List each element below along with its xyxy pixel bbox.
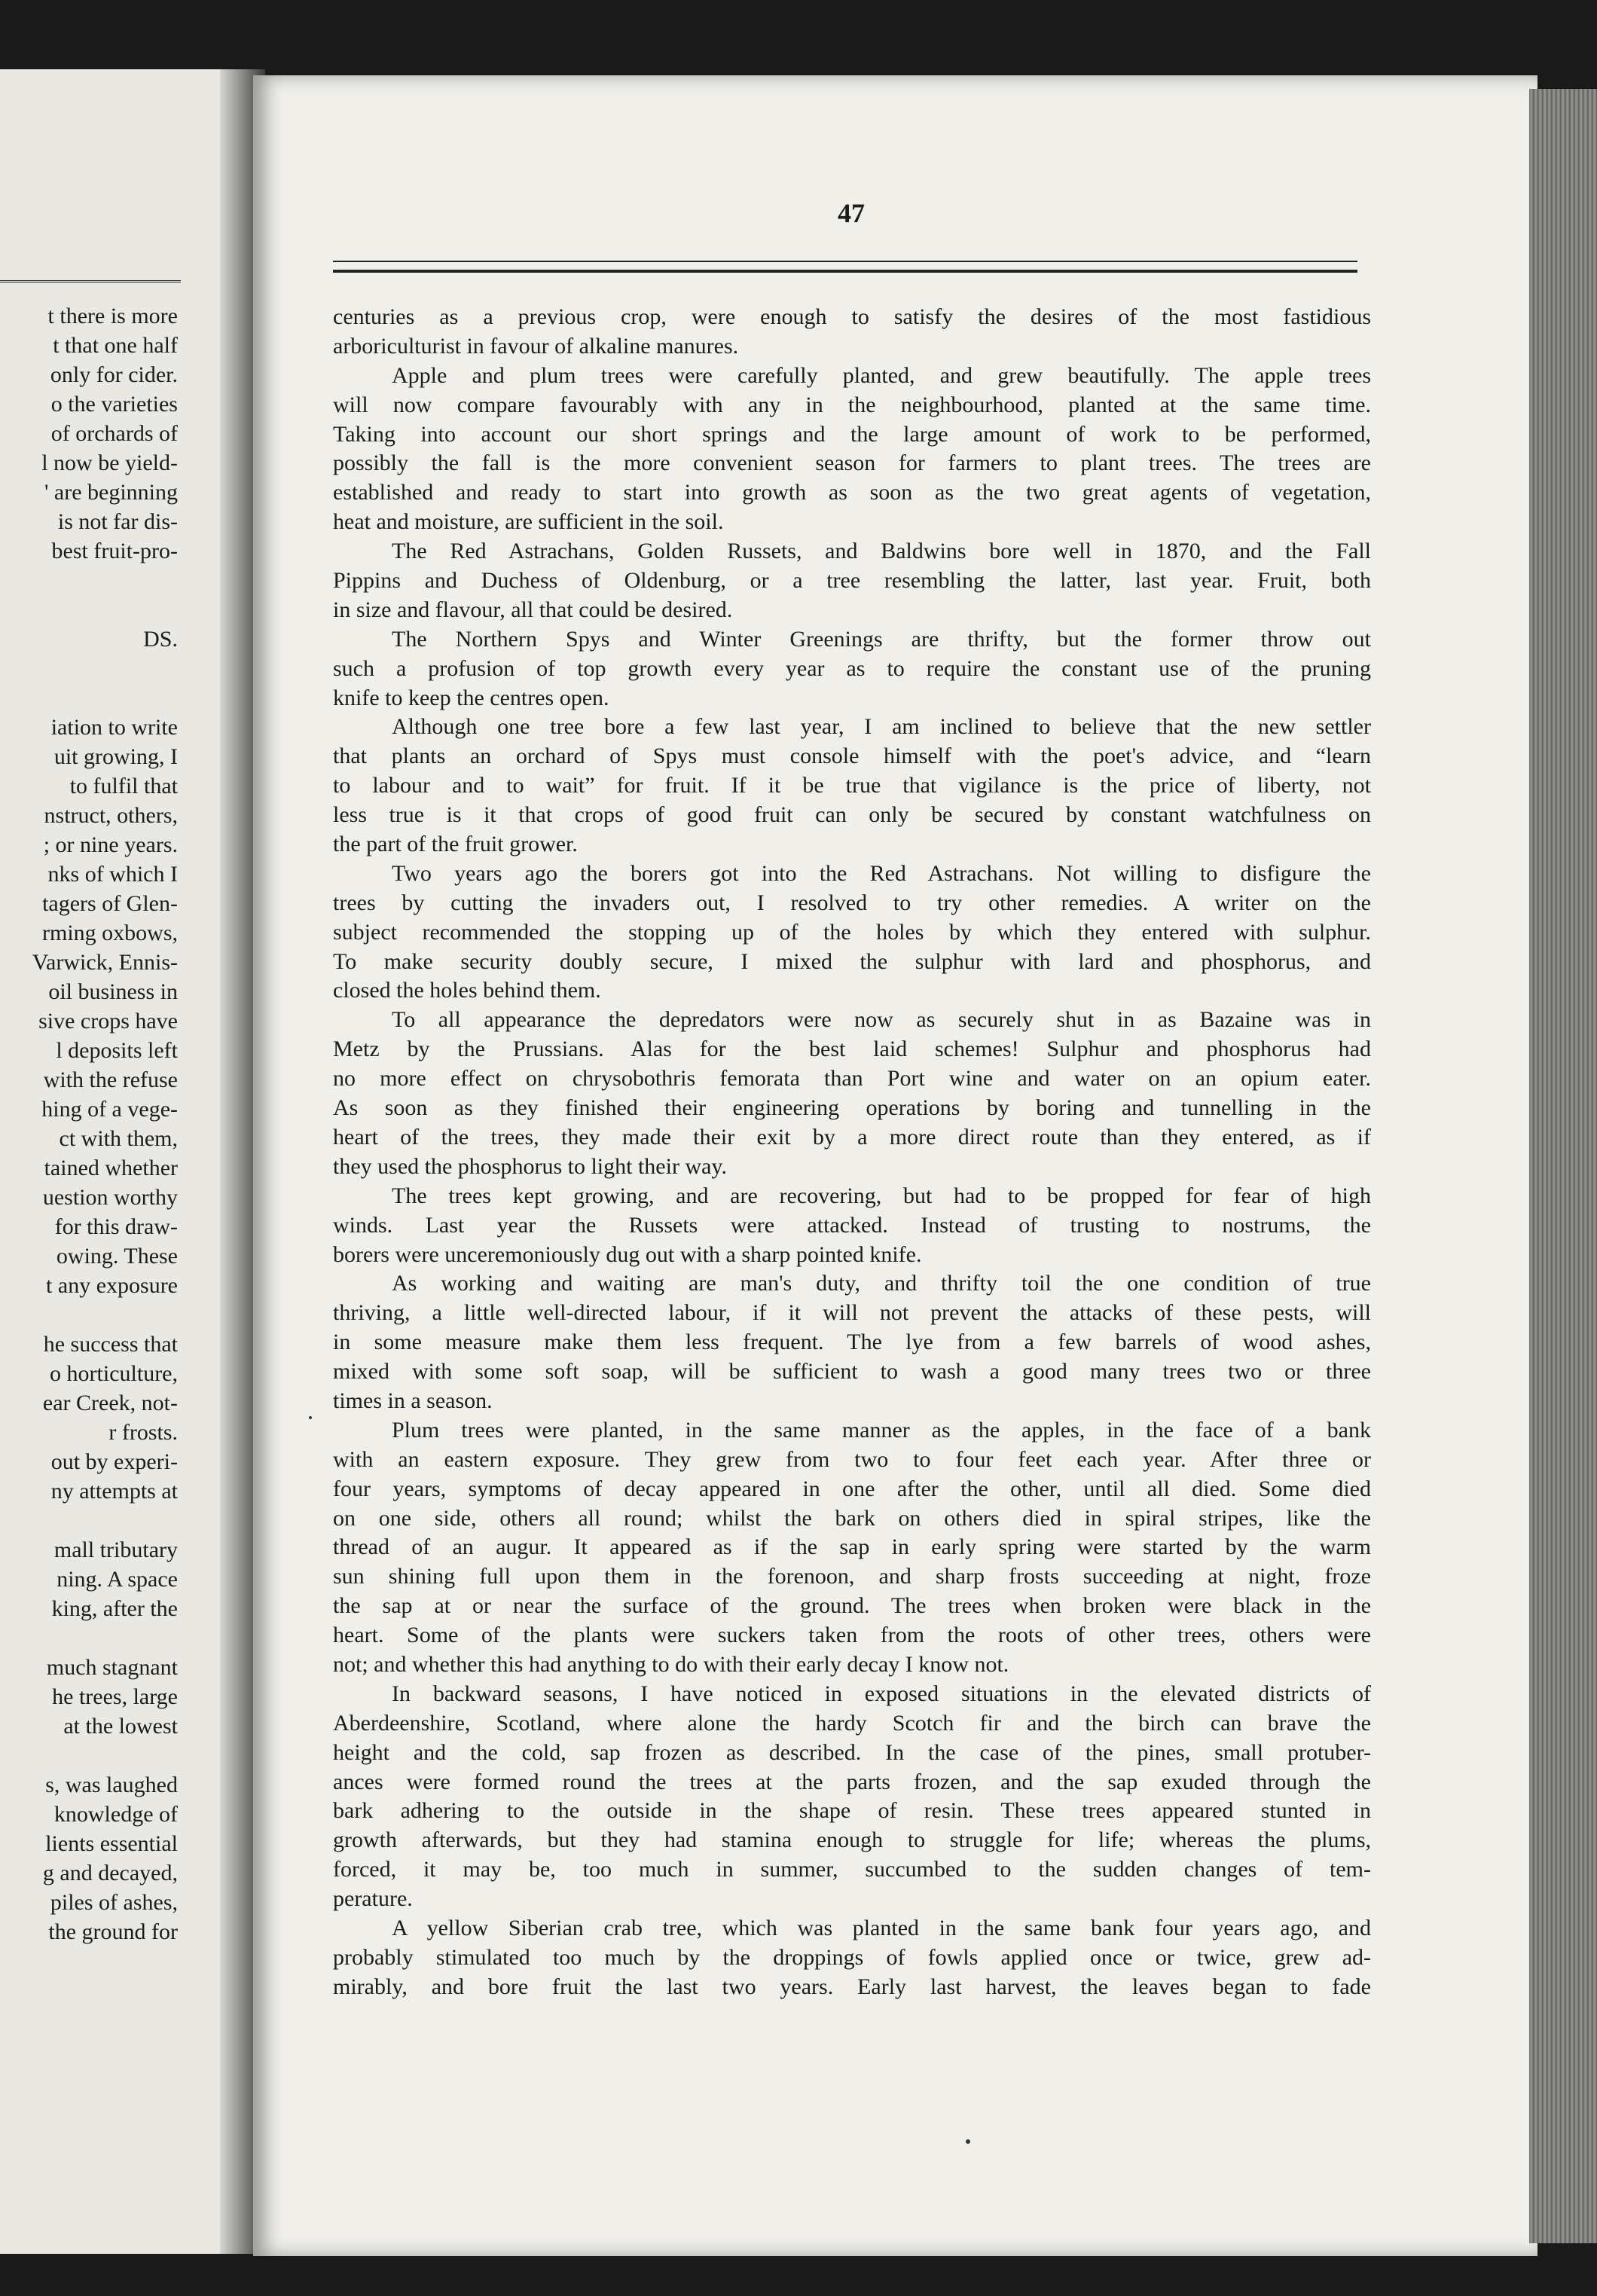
body-text-line: knife to keep the centres open. [333, 685, 609, 710]
body-text-line: ances were formed round the trees at the parts frozen, and the sap exuded through the [333, 1769, 1371, 1794]
body-text-line: arboriculturist in favour of alkaline manures. [333, 333, 739, 359]
left-page-line: sive crops have [38, 1009, 178, 1034]
left-page-line [0, 1741, 178, 1770]
body-text-line: perature. [333, 1886, 413, 1912]
left-page-line: t any exposure [46, 1273, 178, 1298]
body-text-line: winds. Last year the Russets were attacked. Instead of trusting to nostrums, the [333, 1212, 1371, 1238]
left-page-line: nks of which I [47, 862, 178, 887]
body-text-line: less true is it that crops of good fruit can only be secured by constant watchfulness on [333, 802, 1371, 828]
left-page-line: only for cider. [50, 362, 178, 387]
left-page-line: ny attempts at [50, 1479, 178, 1504]
left-page-line: out by experi- [50, 1449, 178, 1474]
page-number: 47 [838, 198, 865, 228]
left-page-line: he success that [43, 1332, 178, 1357]
body-text-line: in size and flavour, all that could be desired. [333, 597, 733, 622]
body-text-line: no more effect on chrysobothris femorata than Port wine and water on an opium eater. [333, 1066, 1371, 1092]
body-text-line: growth afterwards, but they had stamina enough to struggle for life; whereas the plums, [333, 1827, 1371, 1853]
left-page-line: mall tributary [53, 1537, 178, 1562]
body-text-line: thread of an augur. It appeared as if the sap in early spring were started by the warm [333, 1534, 1371, 1560]
left-page-line: uit growing, I [53, 744, 178, 769]
body-text-line: they used the phosphorus to light their way. [333, 1153, 727, 1179]
left-page-line: piles of ashes, [50, 1890, 178, 1915]
left-page-line: DS. [143, 627, 178, 652]
body-text-line: four years, symptoms of decay appeared in one after the other, until all died. Some died [333, 1476, 1371, 1501]
body-text-line: Pippins and Duchess of Oldenburg, or a tree resembling the latter, last year. Fruit, both [333, 568, 1371, 594]
body-text-line: mixed with some soft soap, will be sufficient to wash a good many trees two or three [333, 1359, 1371, 1385]
left-page-line: o horticulture, [50, 1361, 178, 1386]
left-page-line: Varwick, Ennis- [32, 950, 178, 975]
body-text-line: thriving, a little well-directed labour, if it will not prevent the attacks of these pests, will [333, 1300, 1371, 1326]
body-text-line: As soon as they finished their engineering operations by boring and tunnelling in the [333, 1095, 1371, 1121]
left-page-header-rule [0, 280, 181, 282]
left-page-line: much stagnant [46, 1655, 178, 1680]
body-text-line: trees by cutting the invaders out, I resolved to try other remedies. A writer on the [333, 890, 1371, 915]
page-block-edge [1529, 89, 1597, 2243]
left-page-line: g and decayed, [42, 1861, 178, 1885]
left-page-line: he trees, large [52, 1684, 178, 1709]
left-page-line: t there is more [47, 304, 178, 328]
left-page-line: king, after the [51, 1596, 178, 1621]
left-page-line: knowledge of [53, 1802, 178, 1827]
body-text-line: Aberdeenshire, Scotland, where alone the hardy Scotch fir and the birch can brave the [333, 1710, 1371, 1736]
body-text-line: heart of the trees, they made their exit by a more direct route than they entered, as if [333, 1124, 1371, 1150]
dust-speck [309, 1416, 312, 1419]
body-text-line: to labour and to wait” for fruit. If it be true that vigilance is the price of liberty, not [333, 773, 1371, 798]
body-text-line: heart. Some of the plants were suckers taken from the roots of other trees, others were [333, 1623, 1371, 1648]
body-text-line: The trees kept growing, and are recovering, but had to be propped for fear of high [392, 1183, 1371, 1208]
left-page-line [0, 595, 178, 624]
body-text-line: not; and whether this had anything to do with their early decay I know not. [333, 1651, 1009, 1677]
left-page-line: oil business in [48, 979, 178, 1004]
left-page-line: uestion worthy [42, 1185, 178, 1210]
page-header-rule [333, 261, 1357, 273]
body-text-line: To all appearance the depredators were now as securely shut in as Bazaine was in [392, 1007, 1371, 1033]
body-text-line: bark adhering to the outside in the shape of resin. These trees appeared stunted in [333, 1798, 1371, 1824]
left-page-line: iation to write [50, 715, 178, 740]
left-page-line: s, was laughed [45, 1772, 178, 1797]
body-text-line: possibly the fall is the more convenient season for farmers to plant trees. The trees are [333, 450, 1371, 476]
left-page-line: ' are beginning [44, 480, 178, 505]
body-text-line: probably stimulated too much by the droppings of fowls applied once or twice, grew ad- [333, 1944, 1371, 1970]
body-text-line: The Red Astrachans, Golden Russets, and Baldwins bore well in 1870, and the Fall [392, 539, 1371, 564]
body-text-line: closed the holes behind them. [333, 978, 601, 1003]
body-text-line: on one side, others all round; whilst the bark on others died in spiral stripes, like the [333, 1505, 1371, 1531]
left-page-line: ct with them, [59, 1126, 178, 1151]
left-page-line: for this draw- [54, 1214, 178, 1239]
body-text-line: borers were unceremoniously dug out with a sharp pointed knife. [333, 1241, 922, 1267]
body-text-line: Metz by the Prussians. Alas for the best laid schemes! Sulphur and phosphorus had [333, 1037, 1371, 1062]
body-text-line: sun shining full upon them in the forenoon, and sharp frosts succeeding at night, froze [333, 1564, 1371, 1589]
left-page-line: the ground for [48, 1919, 178, 1944]
left-page-line: o the varieties [50, 392, 178, 417]
left-page-line: hing of a vege- [41, 1097, 178, 1122]
body-text-line: Plum trees were planted, in the same manner as the apples, in the face of a bank [392, 1417, 1371, 1443]
body-text-line: times in a season. [333, 1388, 493, 1413]
body-text-line: forced, it may be, too much in summer, succumbed to the sudden changes of tem- [333, 1857, 1371, 1882]
left-page-line: tained whether [44, 1156, 178, 1180]
left-page-line [0, 1300, 178, 1330]
body-text-line: To make security doubly secure, I mixed the sulphur with lard and phosphorus, and [333, 948, 1371, 974]
body-text-line: The Northern Spys and Winter Greenings are thrifty, but the former throw out [392, 626, 1371, 652]
left-page-line: at the lowest [63, 1714, 178, 1739]
page-body-text [333, 303, 1371, 2002]
body-text-line: that plants an orchard of Spys must console himself with the poet's advice, and “learn [333, 743, 1371, 769]
left-page-line: nstruct, others, [44, 803, 178, 828]
left-page-line: owing. These [56, 1244, 178, 1269]
body-text-line: Apple and plum trees were carefully planted, and grew beautifully. The apple trees [392, 362, 1371, 388]
body-text-line: heat and moisture, are sufficient in the soil. [333, 509, 724, 535]
body-text-line: will now compare favourably with any in the neighbourhood, planted at the same time. [333, 392, 1371, 417]
left-page-text [0, 301, 178, 1946]
left-page-line: with the refuse [43, 1067, 178, 1092]
body-text-line: Two years ago the borers got into the Red Astrachans. Not willing to disfigure the [392, 860, 1371, 886]
left-page-line: of orchards of [50, 421, 178, 446]
body-text-line: Taking into account our short springs and the large amount of work to be performed, [333, 421, 1371, 447]
left-page-line: l deposits left [56, 1038, 178, 1063]
left-page-line [0, 1506, 178, 1535]
body-text-line: with an eastern exposure. They grew from two to four feet each year. After three or [333, 1446, 1371, 1472]
left-page-line [0, 1623, 178, 1653]
left-page-line: tagers of Glen- [42, 891, 178, 916]
left-page-line: ear Creek, not- [42, 1391, 178, 1415]
left-page-line: to fulfil that [69, 774, 178, 798]
body-text-line: such a profusion of top growth every year as to require the constant use of the pruning [333, 655, 1371, 681]
body-text-line: in some measure make them less frequent. The lye from a few barrels of wood ashes, [333, 1330, 1371, 1355]
body-text-line: mirably, and bore fruit the last two years. Early last harvest, the leaves began to fade [333, 1974, 1371, 1999]
left-page-line: ning. A space [56, 1567, 178, 1592]
left-page-line: t that one half [53, 333, 178, 358]
left-page-line: is not far dis- [57, 509, 178, 534]
left-page-line: best fruit-pro- [51, 539, 178, 563]
body-text-line: A yellow Siberian crab tree, which was planted in the same bank four years ago, and [392, 1915, 1371, 1940]
body-text-line: In backward seasons, I have noticed in exposed situations in the elevated districts of [392, 1681, 1371, 1706]
body-text-line: Although one tree bore a few last year, I am inclined to believe that the new settler [392, 714, 1371, 740]
left-page-line: ; or nine years. [43, 832, 178, 857]
body-text-line: subject recommended the stopping up of the holes by which they entered with sulphur. [333, 919, 1371, 945]
left-page-line: rming oxbows, [42, 921, 178, 945]
left-page-line [0, 654, 178, 683]
body-text-line: the sap at or near the surface of the ground. The trees when broken were black in the [333, 1593, 1371, 1619]
left-page-line [0, 683, 178, 713]
body-text-line: the part of the fruit grower. [333, 832, 578, 857]
dust-speck [966, 2139, 970, 2144]
body-text-line: centuries as a previous crop, were enough to satisfy the desires of the most fastidious [333, 304, 1371, 329]
left-page-line: l now be yield- [41, 450, 178, 475]
body-text-line: established and ready to start into growth as soon as the two great agents of vegetation, [333, 480, 1371, 505]
left-page-line [0, 566, 178, 595]
body-text-line: As working and waiting are man's duty, and thrifty toil the one condition of true [392, 1271, 1371, 1296]
body-text-line: height and the cold, sap frozen as described. In the case of the pines, small protuber- [333, 1739, 1371, 1765]
left-page-line: lients essential [45, 1831, 178, 1856]
left-page-line: r frosts. [108, 1420, 178, 1445]
